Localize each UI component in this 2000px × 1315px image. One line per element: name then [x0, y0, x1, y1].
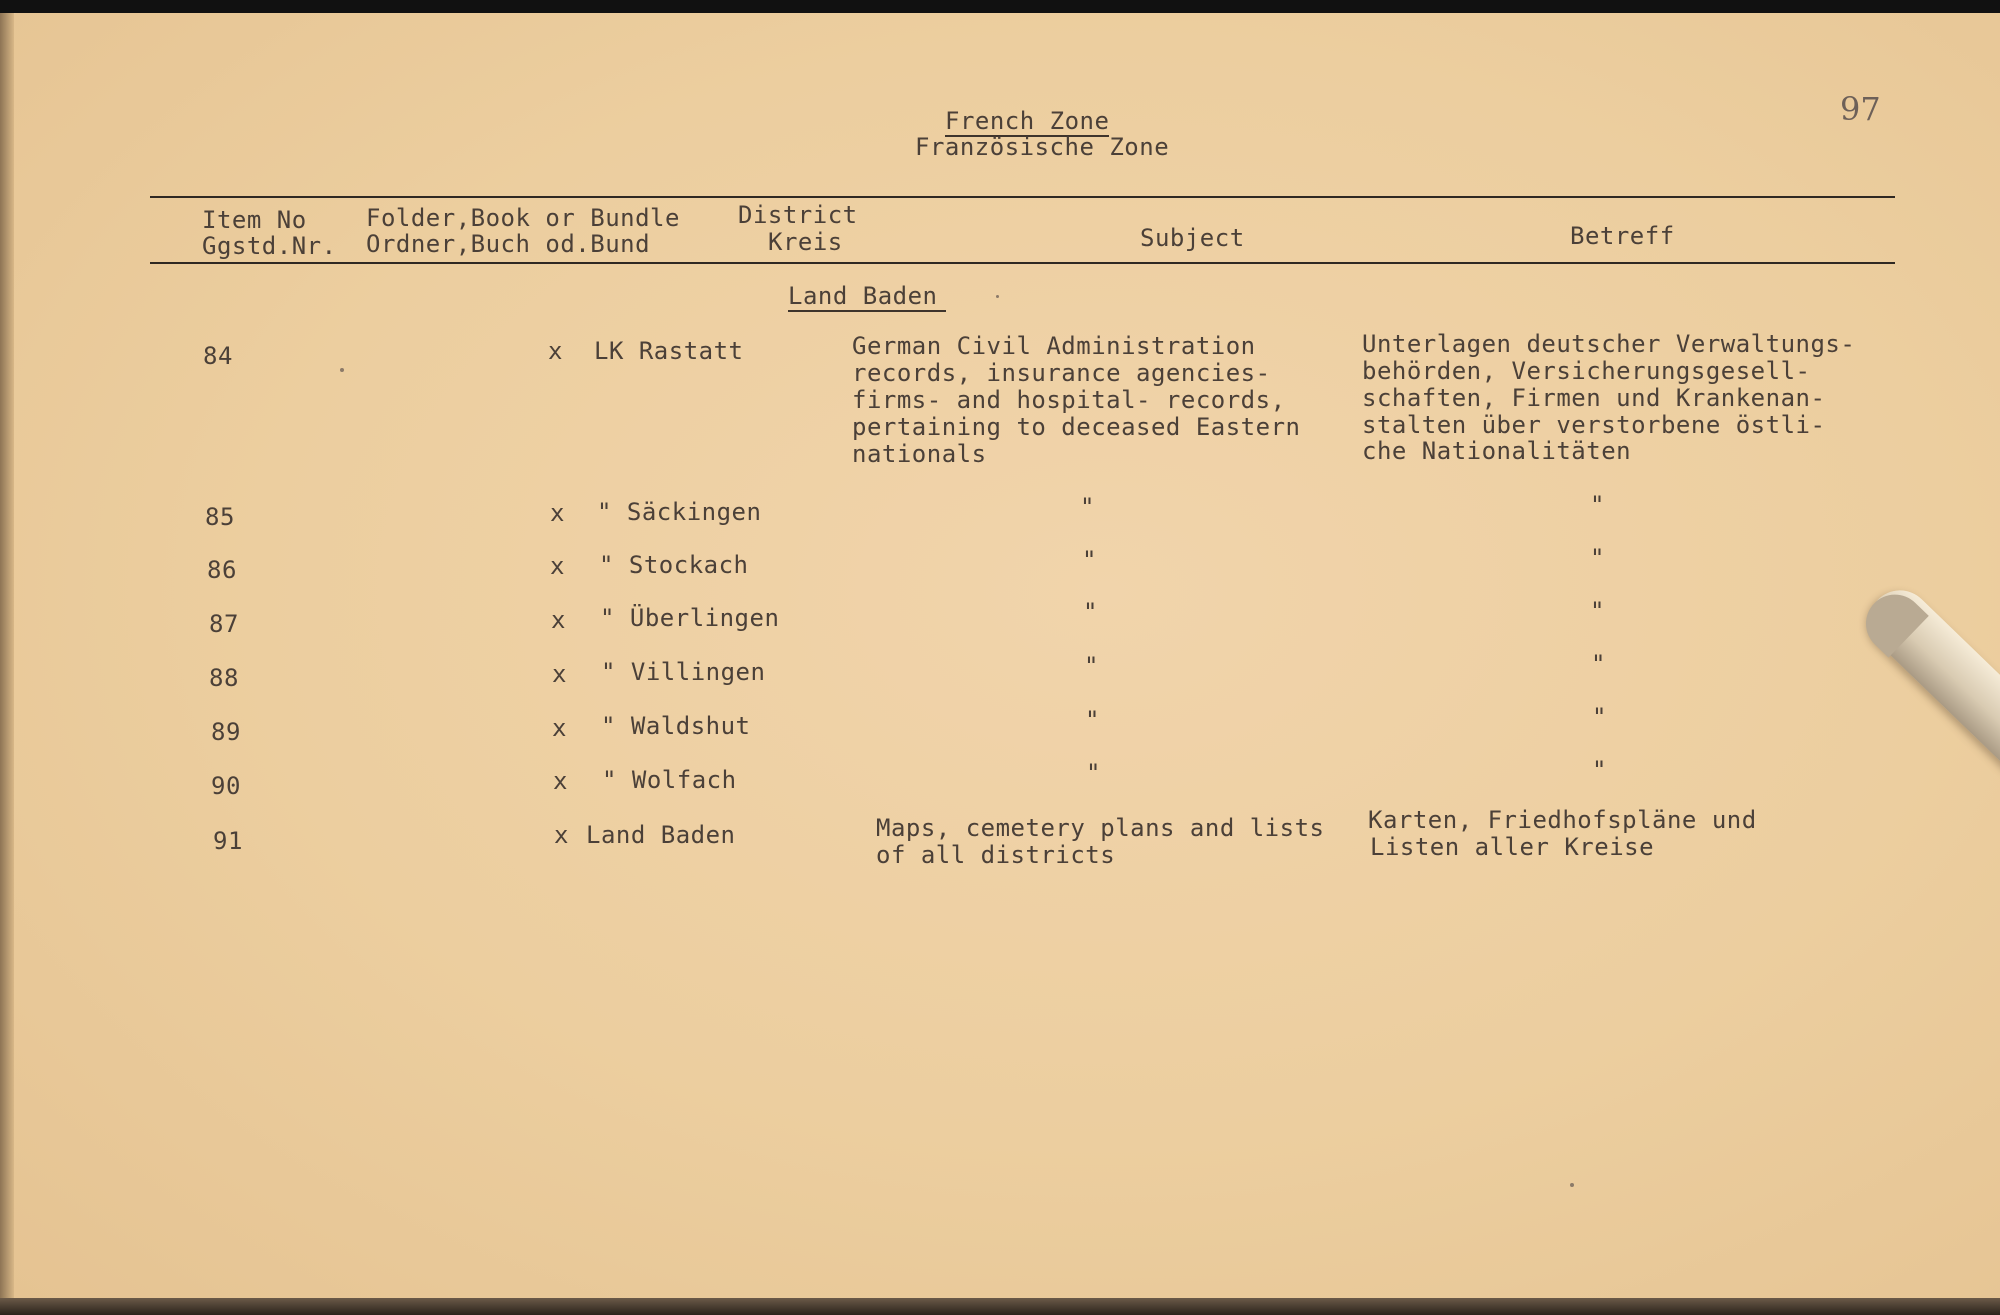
district-name: " Villingen	[601, 658, 766, 686]
paper-speck	[1570, 1183, 1574, 1187]
betreff-ditto: "	[1591, 650, 1606, 678]
district-name: " Stockach	[599, 551, 749, 579]
betreff-ditto: "	[1590, 491, 1605, 519]
title-english: French Zone	[945, 107, 1110, 135]
item-number: 86	[207, 556, 237, 584]
district-name: Land Baden	[586, 821, 736, 849]
folder-mark: x	[548, 337, 563, 365]
item-number: 85	[205, 503, 235, 531]
top-shadow	[0, 0, 2000, 13]
header-subject: Subject	[1140, 224, 1245, 252]
paper-page	[12, 13, 2000, 1301]
folder-mark: x	[550, 499, 565, 527]
subject-line: nationals	[852, 440, 987, 468]
header-folder-de: Ordner,Buch od.Bund	[366, 230, 651, 258]
header-betreff: Betreff	[1570, 222, 1675, 250]
header-item-no-de: Ggstd.Nr.	[202, 232, 337, 260]
subject-ditto: "	[1085, 706, 1100, 734]
betreff-ditto: "	[1590, 597, 1605, 625]
paper-speck	[340, 368, 344, 372]
betreff-line: schaften, Firmen und Krankenan-	[1362, 384, 1826, 412]
subject-ditto: "	[1084, 652, 1099, 680]
subject-ditto: "	[1080, 493, 1095, 521]
folder-mark: x	[550, 552, 565, 580]
header-bottom-rule	[150, 262, 1895, 264]
subject-line: Maps, cemetery plans and lists	[876, 814, 1325, 842]
title-german: Französische Zone	[915, 133, 1170, 161]
header-district-en: District	[738, 201, 858, 229]
folder-mark: x	[553, 767, 568, 795]
district-name: " Säckingen	[597, 498, 762, 526]
header-district-de: Kreis	[768, 228, 843, 256]
betreff-ditto: "	[1592, 756, 1607, 784]
bottom-shadow	[0, 1298, 2000, 1315]
subject-ditto: "	[1082, 546, 1097, 574]
betreff-line: stalten über verstorbene östli-	[1362, 411, 1826, 439]
paper-speck	[996, 295, 999, 298]
page-number: 97	[1840, 90, 1881, 128]
district-name: " Überlingen	[600, 604, 780, 632]
item-number: 91	[213, 827, 243, 855]
page-fold	[0, 13, 14, 1303]
subject-line: of all districts	[876, 841, 1116, 869]
betreff-ditto: "	[1590, 544, 1605, 572]
item-number: 84	[203, 342, 233, 370]
section-heading: Land Baden	[788, 283, 946, 312]
district-name: LK Rastatt	[594, 337, 744, 365]
betreff-line: Listen aller Kreise	[1370, 833, 1655, 861]
item-number: 88	[209, 664, 239, 692]
folder-mark: x	[552, 660, 567, 688]
district-name: " Wolfach	[602, 766, 737, 794]
subject-line: records, insurance agencies-	[852, 359, 1271, 387]
betreff-ditto: "	[1592, 703, 1607, 731]
item-number: 89	[211, 718, 241, 746]
betreff-line: che Nationalitäten	[1362, 437, 1632, 465]
folder-mark: x	[551, 606, 566, 634]
folder-mark: x	[554, 821, 569, 849]
subject-line: firms- and hospital- records,	[852, 386, 1286, 414]
subject-line: German Civil Administration	[852, 332, 1256, 360]
header-folder-en: Folder,Book or Bundle	[366, 204, 680, 232]
subject-line: pertaining to deceased Eastern	[852, 413, 1301, 441]
subject-ditto: "	[1086, 759, 1101, 787]
betreff-line: behörden, Versicherungsgesell-	[1362, 357, 1811, 385]
header-top-rule	[150, 196, 1895, 198]
item-number: 87	[209, 610, 239, 638]
subject-ditto: "	[1083, 598, 1098, 626]
district-name: " Waldshut	[601, 712, 751, 740]
header-item-no-en: Item No	[202, 206, 307, 234]
folder-mark: x	[552, 714, 567, 742]
item-number: 90	[211, 772, 241, 800]
betreff-line: Unterlagen deutscher Verwaltungs-	[1362, 330, 1856, 358]
betreff-line: Karten, Friedhofspläne und	[1368, 806, 1757, 834]
